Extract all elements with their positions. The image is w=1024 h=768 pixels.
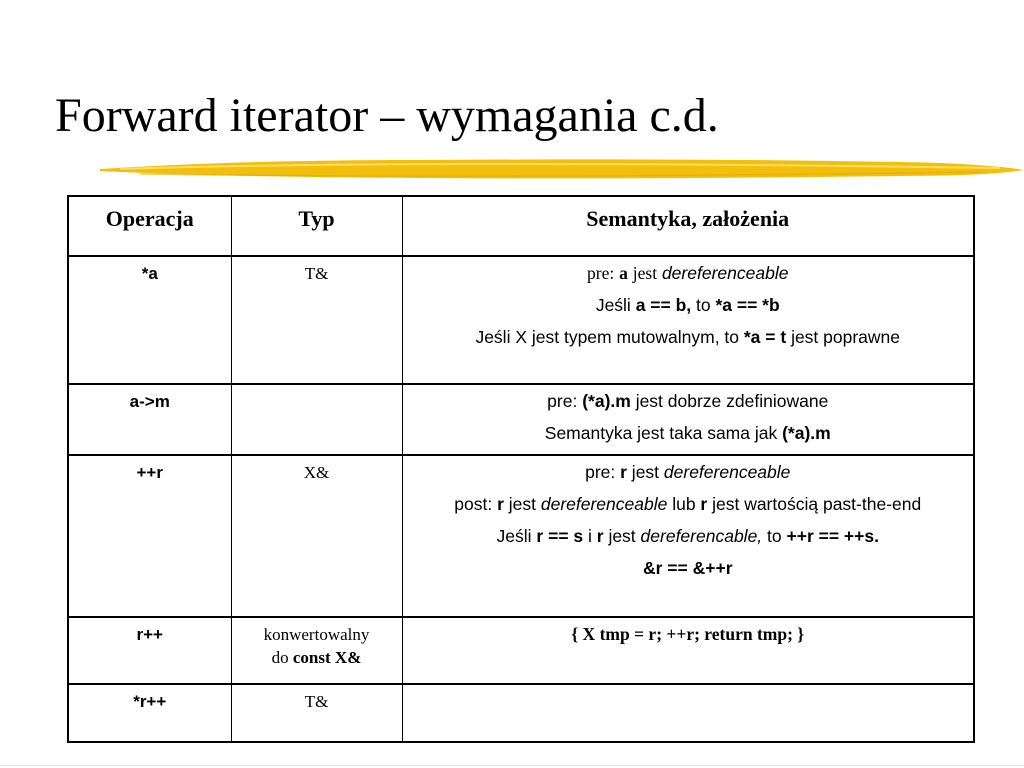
requirements-table [67,195,975,743]
op-cell: r++ [68,617,231,684]
op-cell: a->m [68,384,231,455]
op-cell: *r++ [68,684,231,742]
type-line: konwertowalny [263,625,370,644]
slide-bottom-divider [0,765,1024,766]
op-cell: ++r [68,455,231,617]
type-cell: X& [231,455,402,617]
title-underline-brushstroke [100,150,1024,186]
slide-title: Forward iterator – wymagania c.d. [55,89,719,142]
type-line: do const X& [271,648,362,667]
semantics-line: post: r jest dereferenceable lub r jest wartością past-the-end [454,494,922,514]
semantics-line: &r == &++r [643,558,733,578]
semantics-cell [402,256,974,384]
type-cell: T& [231,684,402,742]
semantics-line: { X tmp = r; ++r; return tmp; } [571,624,805,644]
type-cell: T& [231,256,402,384]
semantics-cell [402,684,974,742]
semantics-line: pre: a jest dereferenceable [587,263,789,283]
semantics-line: pre: r jest dereferenceable [585,462,791,482]
table-row [68,684,974,742]
table-row [68,384,974,455]
semantics-line: Jeśli X jest typem mutowalnym, to *a = t jest poprawne [475,327,901,347]
table-row [68,617,974,684]
semantics-cell [402,455,974,617]
type-cell [231,617,402,684]
semantics-line: pre: (*a).m jest dobrze zdefiniowane [547,391,829,411]
table-header-row [68,196,974,256]
header-typ: Typ [231,196,402,256]
table-row [68,256,974,384]
type-cell [231,384,402,455]
header-operacja: Operacja [68,196,231,256]
semantics-line: Semantyka jest taka sama jak (*a).m [544,423,831,443]
op-cell: *a [68,256,231,384]
semantics-line: Jeśli a == b, to *a == *b [595,295,780,315]
table-row [68,455,974,617]
semantics-cell [402,617,974,684]
semantics-cell [402,384,974,455]
header-semantyka: Semantyka, założenia [402,196,974,256]
semantics-line: Jeśli r == s i r jest dereferencable, to ++r == ++s. [496,526,879,546]
